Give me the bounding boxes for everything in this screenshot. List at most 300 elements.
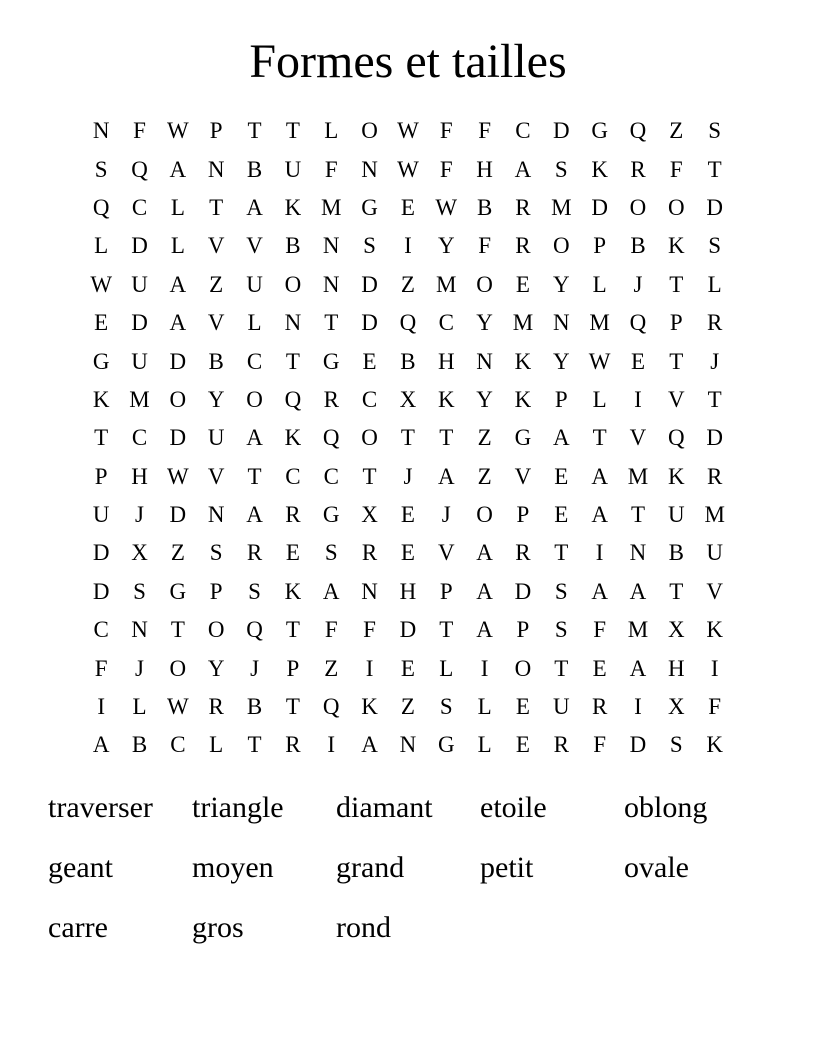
word-list xyxy=(48,778,768,958)
grid-letter: B xyxy=(400,348,416,374)
grid-row xyxy=(82,726,734,764)
grid-letter: T xyxy=(285,617,300,643)
grid-letter: E xyxy=(400,655,415,681)
grid-letter: J xyxy=(135,655,144,681)
word-list-item: moyen xyxy=(192,851,274,884)
grid-letter: D xyxy=(706,425,723,451)
grid-letter: Z xyxy=(669,118,684,144)
grid-letter: L xyxy=(132,694,147,720)
grid-letter: Q xyxy=(322,425,340,451)
grid-letter: T xyxy=(554,655,569,681)
grid-letter: A xyxy=(169,310,187,336)
grid-letter: E xyxy=(630,348,646,374)
grid-letter: R xyxy=(553,732,569,758)
grid-letter: Y xyxy=(476,386,493,412)
grid-letter: G xyxy=(322,502,340,528)
grid-letter: B xyxy=(131,732,148,758)
word-list-item: grand xyxy=(336,851,405,884)
grid-letter: N xyxy=(476,348,493,374)
grid-letter: D xyxy=(169,348,187,374)
grid-letter: N xyxy=(361,578,378,604)
grid-letter: N xyxy=(284,310,302,336)
grid-letter: V xyxy=(706,578,723,604)
grid-letter: T xyxy=(400,425,415,451)
grid-letter: A xyxy=(361,732,378,758)
grid-letter: O xyxy=(169,386,187,412)
grid-letter: U xyxy=(246,271,263,297)
grid-letter: Q xyxy=(629,118,647,144)
grid-letter: O xyxy=(476,271,493,297)
grid-letter: Q xyxy=(246,617,263,643)
grid-letter: P xyxy=(439,578,453,604)
grid-letter: T xyxy=(707,386,722,412)
grid-letter: A xyxy=(552,425,570,451)
grid-letter: Q xyxy=(284,386,302,412)
grid-letter: W xyxy=(167,118,189,144)
grid-letter: R xyxy=(707,463,723,489)
grid-letter: B xyxy=(246,156,263,182)
grid-letter: I xyxy=(595,540,604,566)
grid-letter: N xyxy=(399,732,417,758)
grid-letter: U xyxy=(131,271,148,297)
grid-letter: O xyxy=(476,502,493,528)
grid-row xyxy=(82,688,734,726)
grid-letter: T xyxy=(209,194,224,220)
grid-letter: S xyxy=(324,540,338,566)
grid-letter: O xyxy=(284,271,302,297)
grid-letter: H xyxy=(668,655,685,681)
word-search-grid xyxy=(82,112,734,765)
grid-letter: L xyxy=(170,194,185,220)
grid-letter: B xyxy=(208,348,224,374)
grid-letter: F xyxy=(133,118,146,144)
grid-letter: K xyxy=(591,156,608,182)
grid-letter: E xyxy=(592,655,607,681)
grid-letter: L xyxy=(592,386,607,412)
grid-letter: O xyxy=(668,194,685,220)
grid-letter: V xyxy=(437,540,455,566)
grid-letter: V xyxy=(514,463,532,489)
grid-letter: L xyxy=(209,732,224,758)
grid-letter: E xyxy=(515,694,530,720)
grid-letter: C xyxy=(246,348,263,374)
grid-letter: A xyxy=(246,502,263,528)
word-list-item: diamant xyxy=(336,791,433,824)
grid-letter: P xyxy=(516,617,530,643)
grid-letter: G xyxy=(169,578,187,604)
grid-letter: D xyxy=(552,118,570,144)
grid-letter: A xyxy=(629,655,647,681)
grid-letter: S xyxy=(94,156,108,182)
grid-letter: F xyxy=(708,694,722,720)
grid-letter: M xyxy=(627,617,649,643)
word-list-item: carre xyxy=(48,911,108,944)
grid-letter: S xyxy=(363,233,376,259)
grid-letter: S xyxy=(708,233,722,259)
grid-letter: E xyxy=(285,540,300,566)
grid-letter: O xyxy=(169,655,187,681)
grid-letter: K xyxy=(706,617,723,643)
grid-letter: A xyxy=(591,502,608,528)
grid-letter: K xyxy=(437,386,455,412)
grid-letter: I xyxy=(404,233,412,259)
grid-letter: M xyxy=(704,502,725,528)
word-list-item: etoile xyxy=(480,791,547,824)
grid-row xyxy=(82,304,734,342)
grid-letter: T xyxy=(630,502,646,528)
grid-letter: I xyxy=(634,694,642,720)
grid-letter: Z xyxy=(477,425,492,451)
grid-row xyxy=(82,611,734,649)
grid-letter: T xyxy=(170,617,185,643)
grid-letter: I xyxy=(480,655,489,681)
grid-letter: L xyxy=(707,271,722,297)
grid-letter: D xyxy=(92,578,110,604)
grid-letter: T xyxy=(669,271,684,297)
grid-letter: K xyxy=(92,386,110,412)
grid-letter: R xyxy=(515,540,531,566)
grid-letter: A xyxy=(437,463,455,489)
grid-letter: P xyxy=(94,463,108,489)
grid-letter: O xyxy=(552,233,570,259)
grid-letter: Z xyxy=(400,694,415,720)
word-list-item: triangle xyxy=(192,791,284,824)
grid-letter: S xyxy=(248,578,261,604)
grid-letter: S xyxy=(554,617,568,643)
grid-letter: C xyxy=(323,463,339,489)
grid-letter: D xyxy=(361,310,378,336)
word-list-item: petit xyxy=(480,851,534,884)
grid-row xyxy=(82,150,734,188)
grid-letter: U xyxy=(131,348,148,374)
grid-letter: H xyxy=(437,348,455,374)
grid-letter: A xyxy=(476,578,493,604)
grid-letter: J xyxy=(441,502,451,528)
grid-letter: T xyxy=(285,348,300,374)
grid-letter: E xyxy=(554,463,569,489)
grid-letter: Y xyxy=(437,233,455,259)
grid-letter: F xyxy=(363,617,376,643)
grid-row xyxy=(82,496,734,534)
grid-letter: S xyxy=(708,118,722,144)
grid-row xyxy=(82,573,734,611)
grid-letter: Y xyxy=(207,386,225,412)
grid-letter: X xyxy=(399,386,417,412)
grid-letter: P xyxy=(516,502,530,528)
grid-letter: Z xyxy=(170,540,185,566)
grid-row xyxy=(82,266,734,304)
grid-letter: R xyxy=(515,194,531,220)
grid-letter: S xyxy=(133,578,146,604)
grid-letter: T xyxy=(285,694,300,720)
grid-letter: U xyxy=(668,502,685,528)
grid-letter: Y xyxy=(552,348,570,374)
grid-letter: R xyxy=(630,156,646,182)
grid-letter: F xyxy=(669,156,683,182)
grid-letter: R xyxy=(515,233,531,259)
grid-letter: D xyxy=(169,425,187,451)
grid-letter: F xyxy=(94,655,108,681)
grid-letter: D xyxy=(92,540,110,566)
grid-letter: X xyxy=(131,540,148,566)
grid-letter: S xyxy=(554,578,568,604)
grid-letter: Q xyxy=(399,310,417,336)
grid-letter: M xyxy=(321,194,342,220)
grid-letter: S xyxy=(439,694,453,720)
grid-letter: A xyxy=(476,617,493,643)
grid-letter: R xyxy=(285,732,301,758)
grid-letter: E xyxy=(400,502,415,528)
grid-row xyxy=(82,189,734,227)
grid-letter: N xyxy=(322,233,340,259)
grid-letter: R xyxy=(361,540,378,566)
grid-letter: F xyxy=(478,233,491,259)
grid-letter: W xyxy=(435,194,458,220)
grid-letter: X xyxy=(668,617,685,643)
grid-letter: J xyxy=(710,348,720,374)
grid-letter: Z xyxy=(324,655,339,681)
grid-letter: K xyxy=(284,425,302,451)
word-list-row xyxy=(48,898,768,958)
grid-letter: Q xyxy=(629,310,647,336)
grid-letter: O xyxy=(514,655,532,681)
grid-letter: E xyxy=(400,194,415,220)
grid-letter: G xyxy=(322,348,340,374)
grid-letter: B xyxy=(476,194,493,220)
grid-letter: F xyxy=(324,156,338,182)
word-list-item: geant xyxy=(48,851,113,884)
grid-letter: O xyxy=(361,118,378,144)
grid-letter: T xyxy=(669,348,684,374)
grid-letter: P xyxy=(209,118,223,144)
grid-letter: L xyxy=(170,233,185,259)
grid-letter: B xyxy=(668,540,684,566)
grid-letter: J xyxy=(250,655,260,681)
grid-letter: P xyxy=(209,578,223,604)
word-list-row xyxy=(48,838,768,898)
grid-letter: D xyxy=(399,617,417,643)
grid-letter: J xyxy=(633,271,643,297)
grid-letter: S xyxy=(554,156,568,182)
grid-letter: Q xyxy=(322,694,340,720)
grid-letter: V xyxy=(207,463,225,489)
grid-letter: K xyxy=(514,348,532,374)
grid-letter: D xyxy=(629,732,647,758)
grid-letter: N xyxy=(207,502,225,528)
grid-letter: O xyxy=(361,425,378,451)
grid-letter: T xyxy=(554,540,569,566)
grid-letter: T xyxy=(592,425,607,451)
grid-letter: O xyxy=(629,194,647,220)
grid-letter: V xyxy=(246,233,263,259)
grid-letter: D xyxy=(706,194,723,220)
grid-letter: E xyxy=(362,348,377,374)
grid-letter: V xyxy=(629,425,647,451)
grid-letter: N xyxy=(629,540,647,566)
grid-letter: T xyxy=(94,425,109,451)
grid-letter: A xyxy=(476,540,493,566)
grid-letter: I xyxy=(97,694,105,720)
grid-letter: L xyxy=(247,310,262,336)
grid-letter: I xyxy=(710,655,719,681)
grid-letter: B xyxy=(285,233,301,259)
grid-letter: F xyxy=(439,118,453,144)
grid-letter: W xyxy=(167,463,189,489)
grid-letter: K xyxy=(284,578,302,604)
grid-letter: M xyxy=(129,386,150,412)
grid-row xyxy=(82,649,734,687)
grid-letter: D xyxy=(591,194,608,220)
grid-letter: E xyxy=(94,310,109,336)
grid-letter: P xyxy=(554,386,568,412)
grid-letter: E xyxy=(400,540,415,566)
grid-letter: D xyxy=(131,310,148,336)
grid-letter: Y xyxy=(552,271,570,297)
page-title: Formes et tailles xyxy=(249,35,567,88)
grid-letter: G xyxy=(437,732,455,758)
grid-letter: Y xyxy=(476,310,493,336)
word-list-item: ovale xyxy=(624,851,689,884)
grid-letter: F xyxy=(324,617,338,643)
grid-letter: X xyxy=(668,694,685,720)
grid-letter: G xyxy=(361,194,378,220)
word-list-item: gros xyxy=(192,911,244,944)
word-list-row xyxy=(48,778,768,838)
grid-letter: C xyxy=(131,194,148,220)
grid-letter: O xyxy=(207,617,225,643)
grid-letter: S xyxy=(669,732,683,758)
grid-letter: N xyxy=(207,156,225,182)
grid-letter: O xyxy=(246,386,263,412)
grid-letter: M xyxy=(627,463,649,489)
grid-letter: A xyxy=(322,578,340,604)
grid-letter: U xyxy=(284,156,302,182)
grid-letter: L xyxy=(94,233,109,259)
grid-letter: F xyxy=(439,156,453,182)
grid-letter: F xyxy=(478,118,491,144)
grid-letter: C xyxy=(515,118,531,144)
grid-letter: S xyxy=(209,540,223,566)
grid-letter: I xyxy=(327,732,336,758)
grid-letter: V xyxy=(207,310,225,336)
grid-letter: K xyxy=(706,732,723,758)
grid-letter: P xyxy=(286,655,300,681)
grid-letter: L xyxy=(477,732,492,758)
grid-letter: Z xyxy=(477,463,492,489)
grid-row xyxy=(82,381,734,419)
grid-letter: W xyxy=(588,348,611,374)
grid-letter: F xyxy=(593,617,607,643)
grid-letter: M xyxy=(512,310,534,336)
grid-letter: W xyxy=(90,271,113,297)
word-list-item: traverser xyxy=(48,791,153,824)
grid-letter: M xyxy=(436,271,457,297)
grid-letter: G xyxy=(92,348,110,374)
grid-letter: H xyxy=(131,463,148,489)
grid-letter: G xyxy=(514,425,532,451)
word-list-item: rond xyxy=(336,911,391,944)
grid-letter: P xyxy=(669,310,683,336)
grid-letter: B xyxy=(630,233,646,259)
grid-letter: T xyxy=(362,463,377,489)
grid-letter: D xyxy=(169,502,187,528)
grid-row xyxy=(82,112,734,150)
grid-letter: T xyxy=(247,463,262,489)
word-list-item: oblong xyxy=(624,791,708,824)
grid-letter: C xyxy=(438,310,454,336)
grid-letter: W xyxy=(167,694,189,720)
grid-letter: A xyxy=(169,271,187,297)
grid-letter: U xyxy=(207,425,225,451)
grid-letter: C xyxy=(93,617,109,643)
grid-letter: Y xyxy=(207,655,225,681)
grid-letter: Q xyxy=(668,425,685,451)
grid-letter: A xyxy=(514,156,532,182)
grid-row xyxy=(82,458,734,496)
grid-letter: K xyxy=(668,463,685,489)
grid-letter: V xyxy=(207,233,225,259)
grid-letter: K xyxy=(284,194,302,220)
grid-letter: I xyxy=(365,655,374,681)
grid-letter: Z xyxy=(209,271,224,297)
grid-letter: T xyxy=(247,732,262,758)
grid-letter: R xyxy=(208,694,224,720)
grid-letter: W xyxy=(397,118,419,144)
grid-letter: W xyxy=(397,156,419,182)
grid-letter: N xyxy=(552,310,570,336)
grid-letter: T xyxy=(324,310,339,336)
grid-letter: P xyxy=(593,233,607,259)
grid-letter: A xyxy=(591,578,608,604)
grid-letter: T xyxy=(285,118,300,144)
grid-letter: U xyxy=(706,540,723,566)
grid-letter: U xyxy=(92,502,110,528)
grid-letter: R xyxy=(707,310,723,336)
grid-letter: R xyxy=(246,540,263,566)
grid-letter: R xyxy=(591,694,608,720)
grid-letter: I xyxy=(634,386,642,412)
grid-letter: D xyxy=(514,578,532,604)
grid-letter: N xyxy=(322,271,340,297)
grid-letter: C xyxy=(131,425,148,451)
grid-letter: E xyxy=(515,732,530,758)
grid-letter: M xyxy=(551,194,572,220)
grid-row xyxy=(82,342,734,380)
grid-letter: J xyxy=(135,502,144,528)
grid-letter: Q xyxy=(92,194,110,220)
grid-letter: G xyxy=(591,118,608,144)
grid-row xyxy=(82,419,734,457)
grid-letter: F xyxy=(593,732,607,758)
grid-letter: A xyxy=(246,194,263,220)
grid-letter: A xyxy=(92,732,110,758)
grid-letter: M xyxy=(589,310,610,336)
grid-letter: C xyxy=(285,463,301,489)
grid-letter: U xyxy=(552,694,570,720)
grid-letter: C xyxy=(170,732,186,758)
grid-letter: L xyxy=(477,694,492,720)
grid-letter: L xyxy=(324,118,339,144)
grid-letter: Q xyxy=(131,156,148,182)
grid-letter: A xyxy=(246,425,263,451)
grid-letter: K xyxy=(361,694,378,720)
grid-letter: D xyxy=(131,233,148,259)
grid-letter: T xyxy=(439,617,454,643)
grid-letter: E xyxy=(515,271,530,297)
grid-letter: N xyxy=(131,617,148,643)
grid-letter: K xyxy=(668,233,685,259)
grid-letter: R xyxy=(285,502,301,528)
